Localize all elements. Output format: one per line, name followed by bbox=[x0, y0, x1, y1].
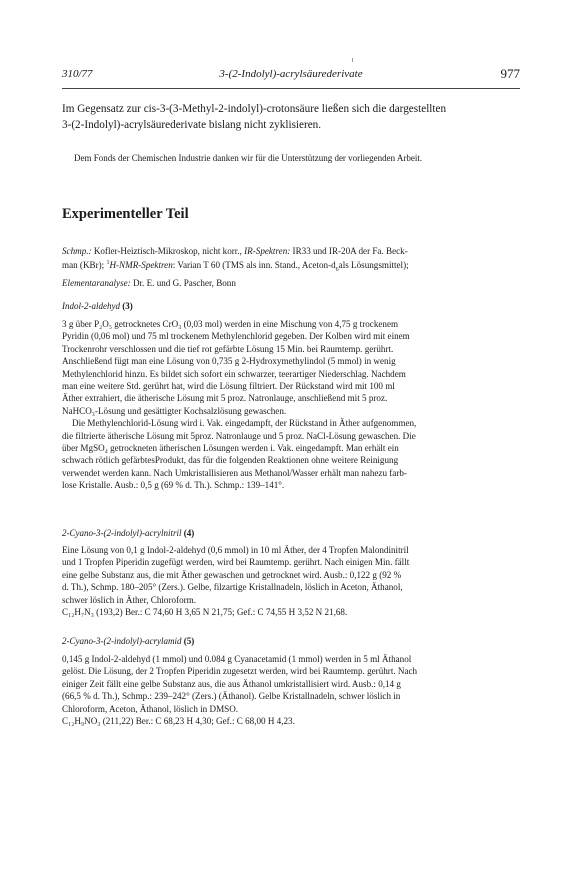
compound-4-heading bbox=[62, 528, 520, 538]
text-line: Anschließend fügt man eine Lösung von 0,735 g 2-Hydroxymethylindol (5 mmol) in wenig bbox=[62, 356, 396, 367]
text-line: einiger Zeit fällt eine gelbe Substanz aus, die aus Äthanol umkristallisiert wird. Ausb.: 0,14 g bbox=[62, 678, 401, 689]
acknowledgement bbox=[62, 152, 520, 164]
analysis-line: C₁₂H₉NO₃ (211,22) Ber.: C 68,23 H 4,30; Gef.: C 68,00 H 4,23. bbox=[62, 716, 295, 727]
methods-line bbox=[62, 277, 520, 289]
text-line: eine gelbe Substanz aus, die mit Äther gewaschen und getrocknet wird. Ausb.: 0,122 g (92 % bbox=[62, 569, 402, 580]
ir-label: IR-Spektren: bbox=[244, 246, 291, 256]
text-line: und 1 Tropfen Piperidin zugefügt werden, wird bei Raumtemp. gerührt. Nach einigen Min. fällt bbox=[62, 557, 410, 568]
compound-3-title: Indol-2-aldehyd bbox=[62, 301, 120, 311]
text-line: Pyridin (0,06 mol) und 75 ml trockenem Methylenchlorid gegeben. Der Kolben wird mit einem bbox=[62, 331, 410, 342]
compound-5-text bbox=[62, 653, 520, 727]
compound-3-number: (3) bbox=[122, 301, 133, 311]
page-mark bbox=[352, 58, 353, 62]
text-line: 0,145 g Indol-2-aldehyd (1 mmol) und 0.084 g Cyanacetamid (1 mmol) werden in 5 ml Äthanol bbox=[62, 654, 412, 664]
schmp-label: Schmp.: bbox=[62, 246, 92, 256]
text-line: (66,5 % d. Th.), Schmp.: 239–242° (Zers.) (Äthanol). Gelbe Kristallnadeln, schwer löslich in bbox=[62, 691, 401, 702]
running-title: 3-(2-Indolyl)-acrylsäurederivate bbox=[219, 68, 363, 80]
text-line: d. Th.), Schmp. 180–205° (Zers.). Gelbe, filzartige Kristallnadeln, löslich in Aceton, Äthanol, bbox=[62, 582, 403, 593]
compound-3-paragraph-2 bbox=[62, 417, 520, 491]
ir-text: IR33 und IR-20A der Fa. Beck- bbox=[290, 246, 408, 256]
intro-line: Im Gegensatz zur cis-3-(3-Methyl-2-indolyl)-crotonsäure ließen sich die dargestellten bbox=[62, 103, 447, 115]
text-line: die filtrierte ätherische Lösung mit 5proz. Natronlauge und 5 proz. NaCl-Lösung gewaschen. Die bbox=[62, 430, 416, 441]
text-line: über MgSO₄ getrockneten ätherischen Lösungen werden i. Vak. eingedampft. Man erhält ein bbox=[62, 443, 399, 454]
compound-5-number: (5) bbox=[183, 636, 195, 646]
text-line: gelöst. Die Lösung, der 2 Tropfen Piperidin zugesetzt werden, wird bei Raumtemp. gerührt. Nach bbox=[62, 666, 418, 677]
text-line: schwer löslich in Äther, Chloroform. bbox=[62, 594, 196, 605]
nmr-superscript: 1 bbox=[106, 260, 110, 267]
text-line: Äther extrahiert, die ätherische Lösung mit 5 proz. Natronlauge, anschließend mit 5 proz. bbox=[62, 393, 388, 404]
compound-4-text bbox=[62, 544, 520, 618]
text-line: Methylenchlorid hinzu. Es bildet sich sofort ein schwarzer, teerartiger Niederschlag. Nachdem bbox=[62, 368, 406, 379]
text-line: Trockenrohr verschlossen und die tief rot gefärbte Lösung 15 Min. bei Raumtemp. gerührt. bbox=[62, 343, 394, 354]
page-number: 977 bbox=[500, 66, 520, 81]
text-line: man eine weitere Std. gerührt hat, wird die Lösung filtriert. Der Rückstand wird mit 100 ml bbox=[62, 381, 395, 392]
text-line: schwach rötlich gefärbtesProdukt, das für die folgenden Reaktionen ohne weitere Reinigung bbox=[62, 455, 399, 466]
text-line: Chloroform, Aceton, Äthanol, löslich in DMSO. bbox=[62, 703, 239, 714]
text-line: 3 g über P₂O₅ getrocknetes CrO₃ (0,03 mol) werden in eine Mischung von 4,75 g trockenem bbox=[62, 319, 399, 329]
section-title: Experimenteller Teil bbox=[62, 206, 189, 222]
nmr-subscript: 6 bbox=[335, 267, 339, 274]
nmr-tail: als Lösungsmittel); bbox=[338, 260, 409, 271]
compound-3-text bbox=[62, 318, 520, 492]
methods-line bbox=[62, 257, 520, 276]
issue-number: 310/77 bbox=[62, 68, 93, 80]
text-line: verwendet werden kann. Nach Umkristallisieren aus Methanol/Wasser erhält man nahezu farb- bbox=[62, 467, 407, 478]
header-rule bbox=[62, 88, 520, 89]
compound-4-title: 2-Cyano-3-(2-indolyl)-acrylnitril bbox=[62, 528, 182, 538]
methods-text: man (KBr); bbox=[62, 260, 107, 271]
running-header bbox=[62, 68, 520, 84]
methods-line bbox=[62, 245, 520, 257]
text-line: NaHCO₃-Lösung und gesättigter Kochsalzlösung gewaschen. bbox=[62, 405, 287, 416]
compound-5-title: 2-Cyano-3-(2-indolyl)-acrylamid bbox=[62, 636, 182, 646]
analysis-line: C₁₂H₇N₃ (193,2) Ber.: C 74,60 H 3,65 N 21,75; Gef.: C 74,55 H 3,52 N 21,68. bbox=[62, 607, 348, 618]
compound-5-heading bbox=[62, 636, 520, 646]
text-line: Eine Lösung von 0,1 g Indol-2-aldehyd (0,6 mmol) in 10 ml Äther, der 4 Tropfen Malondinitril bbox=[62, 545, 409, 555]
compound-4-number: (4) bbox=[183, 528, 195, 538]
text-line: Die Methylenchlorid-Lösung wird i. Vak. eingedampft, der Rückstand in Äther aufgenommen, bbox=[72, 418, 417, 429]
text-line: lose Kristalle. Ausb.: 0,5 g (69 % d. Th.). Schmp.: 139–141°. bbox=[62, 480, 285, 491]
schmp-text: Kofler-Heiztisch-Mikroskop, nicht korr., bbox=[91, 246, 245, 256]
ea-label: Elementaranalyse: bbox=[62, 277, 131, 288]
nmr-text: : Varian T 60 (TMS als inn. Stand., Aceton-d bbox=[172, 260, 336, 271]
compound-3-paragraph-1 bbox=[62, 318, 520, 417]
intro-line: 3-(2-Indolyl)-acrylsäurederivate bislang nicht zyklisieren. bbox=[62, 119, 322, 131]
methods-paragraph bbox=[62, 245, 520, 289]
acknowledgement-text: Dem Fonds der Chemischen Industrie danken wir für die Unterstützung der vorliegenden Arbeit. bbox=[74, 153, 423, 163]
ea-text: Dr. E. und G. Pascher, Bonn bbox=[130, 277, 236, 288]
intro-paragraph bbox=[62, 101, 520, 133]
compound-3-heading bbox=[62, 301, 520, 311]
nmr-label: H-NMR-Spektren bbox=[109, 260, 173, 271]
